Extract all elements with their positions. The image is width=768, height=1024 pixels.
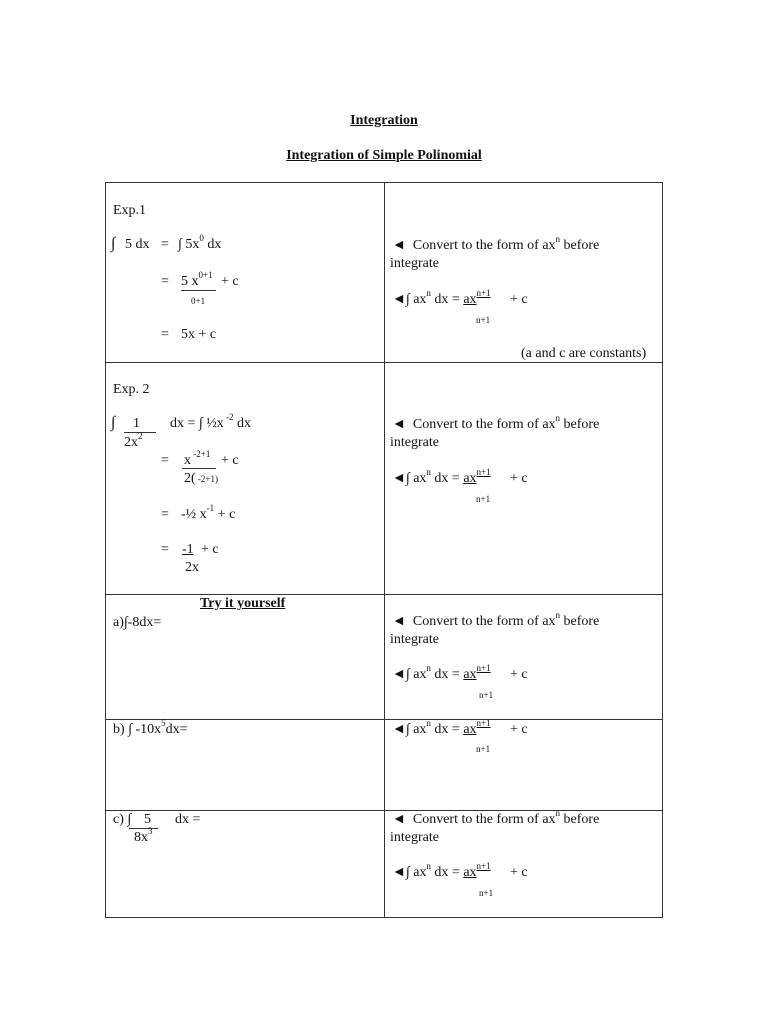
arrow-left-icon: ◄: [392, 812, 406, 827]
page-subtitle: Integration of Simple Polinomial: [286, 148, 482, 163]
power-rule-denominator: n+1: [476, 744, 491, 754]
ex2-numerator-4: -1: [182, 542, 194, 557]
ex1-numerator: 5 $x^{0+1}$: [181, 270, 213, 289]
convert-hint: ◄ Convert to the form of $ax^n$ before: [392, 610, 600, 629]
convert-hint-cont: integrate: [390, 632, 439, 647]
arrow-left-icon: ◄: [392, 614, 406, 629]
ex1-plus-c: + c: [221, 274, 239, 289]
convert-hint-cont: integrate: [390, 256, 439, 271]
exercise-b-question: b) ∫ $-10x^5dx=$: [113, 718, 188, 737]
page-title: Integration: [350, 113, 418, 128]
row-divider-3: [106, 719, 662, 720]
example-1-label: Exp.1: [113, 203, 147, 218]
power-rule-formula: ◄∫ $ax^n$ dx = $ax^{n+1}$: [392, 663, 491, 682]
example-2-label: Exp. 2: [113, 382, 150, 397]
arrow-left-icon: ◄: [392, 238, 406, 253]
exercise-c-denominator: $8x^3$: [134, 826, 153, 845]
row-divider-2: [106, 594, 662, 595]
ex2-fraction-bar-2: [182, 468, 216, 469]
exercise-c-label: c) ∫: [113, 812, 132, 827]
ex1-fraction-bar: [181, 290, 216, 291]
power-rule-denominator: n+1: [476, 494, 491, 504]
exercise-a-question: a)∫-8dx=: [113, 615, 162, 630]
ex2-plus-c-2: + c: [201, 542, 219, 557]
integral-sign: ∫: [111, 414, 116, 431]
arrow-left-icon: ◄: [392, 417, 406, 432]
try-heading: Try it yourself: [200, 596, 286, 611]
ex1-equals-1: =: [161, 237, 169, 252]
power-rule-formula: ◄∫ $ax^n$ dx = $ax^{n+1}$: [392, 467, 491, 486]
ex1-equals-3: =: [161, 327, 169, 342]
convert-hint: ◄ Convert to the form of $ax^n$ before: [392, 808, 600, 827]
ex1-integrand: 5 dx: [125, 237, 150, 252]
power-rule-plus-c: + c: [510, 667, 528, 682]
power-rule-denominator: n+1: [476, 315, 491, 325]
ex2-rewritten: dx = ∫ ½x $^{-2}$ dx: [170, 412, 251, 431]
convert-hint: ◄ Convert to the form of $ax^n$ before: [392, 413, 600, 432]
power-rule-formula: ◄∫ $ax^n$ dx = $ax^{n+1}$: [392, 288, 491, 307]
ex1-rewritten: ∫ $5x^0$ dx: [178, 233, 222, 252]
ex2-line-3: -½ $x^{-1} + c$: [181, 503, 236, 522]
power-rule-denominator: n+1: [479, 888, 494, 898]
power-rule-formula: ◄∫ $ax^n$ dx = $ax^{n+1}$: [392, 861, 491, 880]
row-divider-1: [106, 362, 662, 363]
power-rule-plus-c: + c: [510, 471, 528, 486]
ex2-denominator-2: 2( -2+1): [184, 471, 218, 486]
exercise-c-numerator: 5: [144, 812, 151, 827]
ex2-equals-3: =: [161, 507, 169, 522]
ex2-numerator: 1: [133, 416, 140, 431]
ex2-plus-c: + c: [221, 453, 239, 468]
exercise-c-dx: dx =: [175, 812, 201, 827]
convert-hint-cont: integrate: [390, 830, 439, 845]
ex2-denominator-4: 2x: [185, 560, 199, 575]
ex1-equals-2: =: [161, 274, 169, 289]
ex2-equals-2: =: [161, 453, 169, 468]
power-rule-plus-c: + c: [510, 292, 528, 307]
ex1-denominator: 0+1: [191, 296, 206, 306]
integral-sign: ∫: [111, 235, 116, 252]
power-rule-denominator: n+1: [479, 690, 494, 700]
exercise-c-fraction-bar: [129, 828, 158, 829]
row-divider-4: [106, 810, 662, 811]
ex1-result: 5x + c: [181, 327, 217, 342]
column-divider: [384, 183, 385, 917]
power-rule-plus-c: + c: [510, 865, 528, 880]
ex2-numerator-2: x $^{-2+1}$: [184, 449, 211, 468]
ex2-equals-4: =: [161, 542, 169, 557]
power-rule-plus-c: + c: [510, 722, 528, 737]
power-rule-formula: ◄∫ $ax^n$ dx = $ax^{n+1}$: [392, 718, 491, 737]
constants-note: (a and c are constants): [521, 346, 647, 361]
convert-hint: ◄ Convert to the form of $ax^n$ before: [392, 234, 600, 253]
ex2-denominator: $2x^2$: [124, 431, 143, 450]
convert-hint-cont: integrate: [390, 435, 439, 450]
